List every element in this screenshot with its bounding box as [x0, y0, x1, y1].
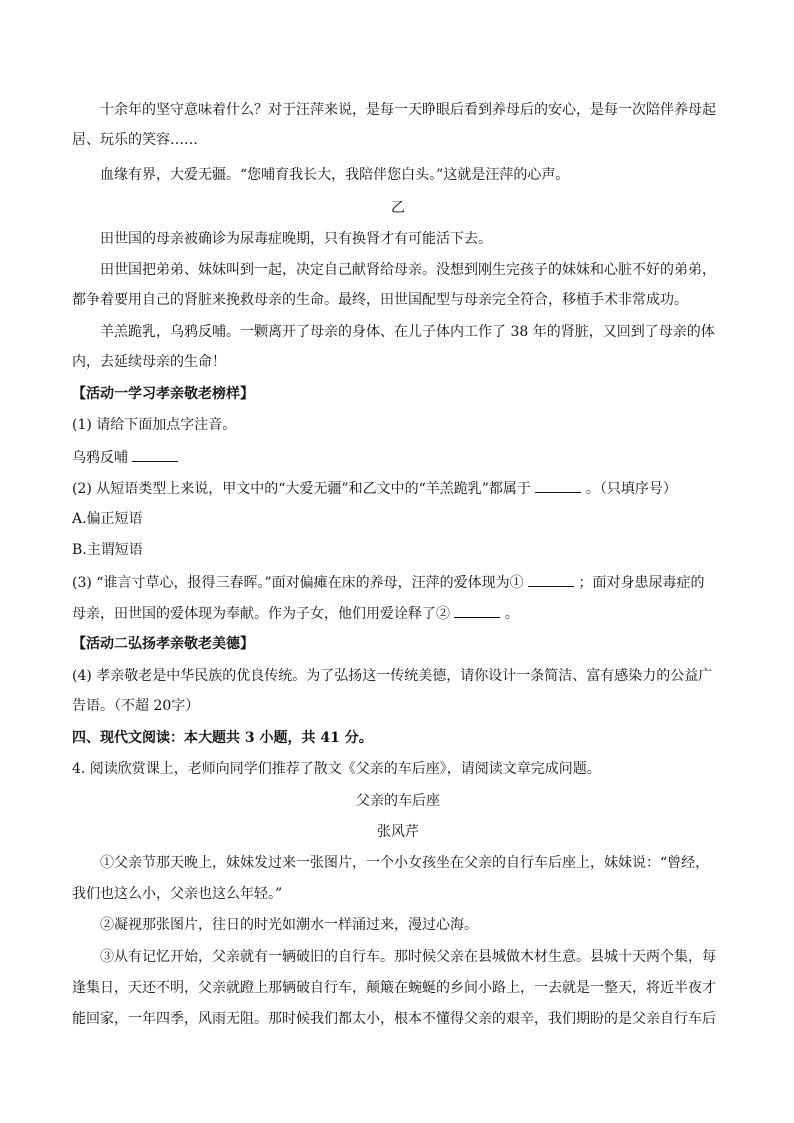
essay-paragraph-3-line-2: 逢集日，天还不明，父亲就蹬上那辆破自行车，颠簸在蜿蜒的乡间小路上，一去就是一整天，将近半夜才	[72, 980, 716, 996]
passage-b-heading: 乙	[391, 200, 405, 216]
essay-author: 张风芹	[377, 824, 419, 840]
question-4-line-1: (4) 孝亲敬老是中华民族的优良传统。为了弘扬这一传统美德，请你设计一条简洁、富有感染力的公益广	[72, 668, 713, 684]
answer-blank-4[interactable]	[454, 603, 500, 618]
question-1-item-text: 乌鸦反哺	[72, 450, 128, 466]
question-3-line-1	[72, 572, 724, 593]
essay-paragraph-3-line-1: ③从有记忆开始，父亲就有一辆破旧的自行车。那时候父亲在县城做木材生意。县城十天两个集，每	[100, 949, 716, 965]
section-4-title: 四、现代文阅读：本大题共 3 小题，共 41 分。	[72, 730, 373, 746]
activity-2-title: 【活动二弘扬孝亲敬老美德】	[72, 636, 254, 652]
question-3-text-2: ；面对身患尿毒症的	[578, 575, 705, 591]
passage-a-paragraph-1-line-2: 居、玩乐的笑容……	[72, 132, 198, 148]
passage-b-paragraph-3-line-1: 羊羔跪乳，乌鸦反哺。一颗离开了母亲的身体、在儿子体内工作了 38 年的肾脏，又回到了母亲的体	[100, 324, 715, 340]
question-2-text: (2) 从短语类型上来说，甲文中的“大爱无疆”和乙文中的“羊羔跪乳”都属于	[72, 481, 531, 497]
activity-1-title: 【活动一学习孝亲敬老榜样】	[72, 386, 254, 402]
passage-a-paragraph-1-line-1: 十余年的坚守意味着什么？对于汪萍来说，是每一天睁眼后看到养母后的安心，是每一次陪伴养母起	[100, 102, 716, 118]
question-3-text-3: 母亲，田世国的爱体现为奉献。作为子女，他们用爱诠释了②	[72, 606, 450, 622]
passage-b-paragraph-3-line-2: 内，去延续母亲的生命！	[72, 354, 226, 370]
reading-question-intro: 4. 阅读欣赏课上，老师向同学们推荐了散文《父亲的车后座》，请阅读文章完成问题。	[72, 761, 601, 777]
passage-a-paragraph-2: 血缘有界，大爱无疆。“您哺育我长大，我陪伴您白头。”这就是汪萍的心声。	[100, 167, 570, 183]
answer-blank-2[interactable]	[535, 478, 581, 493]
essay-paragraph-1-line-1: ①父亲节那天晚上，妹妹发过来一张图片，一个小女孩坐在父亲的自行车后座上，妹妹说：“曾经，	[100, 855, 710, 871]
question-3-line-2	[72, 603, 724, 624]
essay-paragraph-2: ②凝视那张图片，往日的时光如潮水一样涌过来，漫过心海。	[100, 917, 478, 933]
answer-blank-1[interactable]	[132, 447, 178, 462]
passage-b-paragraph-2-line-1: 田世国把弟弟、妹妹叫到一起，决定自己献肾给母亲。没想到刚生完孩子的妹妹和心脏不好的弟弟，	[100, 262, 716, 278]
question-2-suffix: 。（只填序号）	[585, 481, 677, 497]
question-1: (1) 请给下面加点字注音。	[72, 417, 237, 433]
essay-title: 父亲的车后座	[356, 793, 440, 809]
essay-paragraph-1-line-2: 我们也这么小，父亲也这么年轻。”	[72, 886, 283, 902]
question-3-text-1: (3) “谁言寸草心，报得三春晖。”面对偏瘫在床的养母，汪萍的爱体现为①	[72, 575, 524, 591]
passage-b-paragraph-1: 田世国的母亲被确诊为尿毒症晚期，只有换肾才有可能活下去。	[100, 231, 492, 247]
answer-blank-3[interactable]	[528, 572, 574, 587]
question-2	[72, 478, 724, 499]
essay-paragraph-3-line-3: 能回家，一年四季，风雨无阻。那时候我们都太小，根本不懂得父亲的艰辛，我们期盼的是父亲自行车后	[72, 1011, 716, 1027]
question-3-text-4: 。	[504, 606, 519, 622]
option-b: B.主谓短语	[72, 542, 143, 558]
passage-b-paragraph-2-line-2: 都争着要用自己的肾脏来挽救母亲的生命。最终，田世国配型与母亲完全符合，移植手术非常成功。	[72, 292, 688, 308]
question-1-item	[72, 447, 724, 468]
option-a: A.偏正短语	[72, 511, 143, 527]
question-4-line-2: 告语。（不超 20字）	[72, 698, 200, 714]
